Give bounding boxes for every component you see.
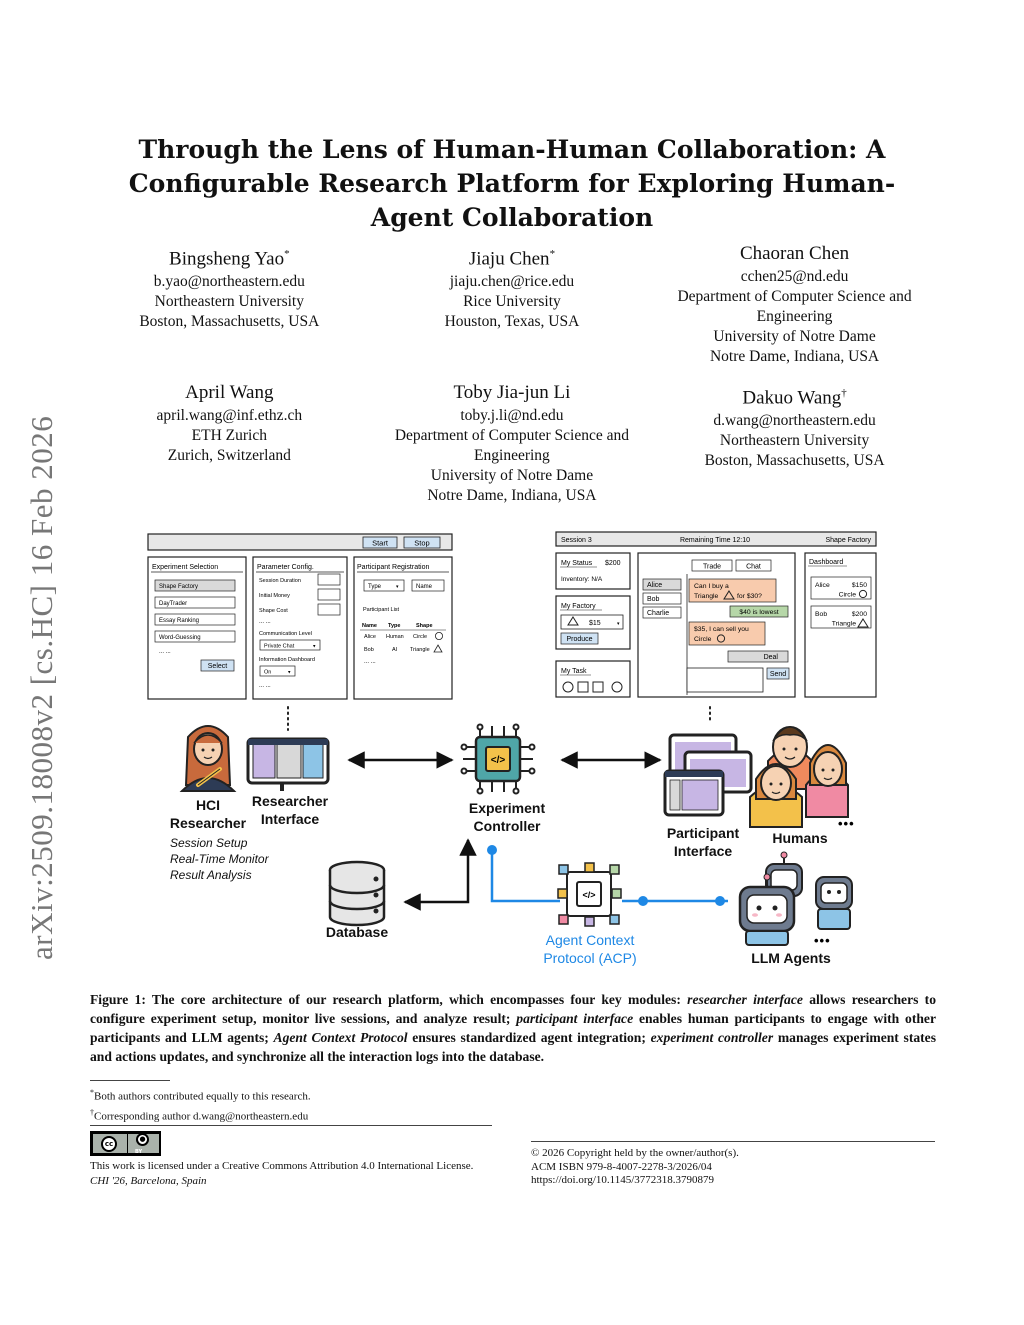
dropdown-arrow-icon: ▾ <box>288 669 291 676</box>
chat-input[interactable] <box>687 668 763 692</box>
caption-text: ensures standardized agent integration; <box>407 1030 651 1045</box>
footnote-rule <box>90 1080 170 1081</box>
deal-label: Deal <box>763 654 778 661</box>
author-affiliation: Boston, Massachusetts, USA <box>139 313 320 331</box>
table-cell: AI <box>392 647 398 653</box>
more-agents-dots: ••• <box>814 933 831 948</box>
param-label: Information Dashboard <box>259 657 315 663</box>
license-block <box>90 1159 473 1189</box>
hci-researcher-icon <box>182 726 234 791</box>
author-mark: * <box>284 248 290 260</box>
code-glyph: </> <box>582 890 596 900</box>
license-rule <box>90 1125 492 1126</box>
participant-registration-heading: Participant Registration <box>357 564 430 571</box>
select-value: Private Chat <box>264 643 295 650</box>
database-label: Database <box>325 924 389 940</box>
author-affiliation: Engineering <box>756 308 833 325</box>
author-block <box>88 381 371 506</box>
experiment-selection-panel <box>148 557 246 699</box>
dashboard-heading: Dashboard <box>809 559 844 566</box>
author-block <box>88 242 371 367</box>
author-affiliation: Engineering <box>474 447 550 464</box>
author-affiliation: ETH Zurich <box>191 427 267 444</box>
author-affiliation: Boston, Massachusetts, USA <box>704 452 885 470</box>
participant-list-heading: Participant List <box>363 607 400 613</box>
footnote-text: Corresponding author d.wang@northeastern.edu <box>94 1110 309 1123</box>
column-header: Type <box>388 623 401 629</box>
more-humans-dots: ••• <box>838 816 855 831</box>
researcher-task: Session Setup <box>170 836 248 850</box>
status-money: $200 <box>605 560 621 567</box>
participant-monitors-icon <box>665 735 751 815</box>
caption-text: enables human participants to engage with other participants and LLM agents; <box>90 1011 936 1045</box>
chat-message-text: $40 is lowest <box>739 609 779 616</box>
venue: CHI '26, Barcelona, Spain <box>90 1175 207 1187</box>
humans-label: Humans <box>772 830 828 846</box>
initial-money-input[interactable] <box>318 589 340 600</box>
name-label: Name <box>416 584 433 590</box>
experiment-option-label: Shape Factory <box>159 584 199 590</box>
author-affiliation: Northeastern University <box>719 432 870 450</box>
experiment-option-label: DayTrader <box>159 601 188 607</box>
contact-name: Alice <box>647 582 663 589</box>
select-value: On <box>264 669 272 676</box>
author-name: Chaoran Chen <box>739 243 850 264</box>
architecture-figure <box>140 527 890 977</box>
stop-label: Stop <box>414 538 430 548</box>
param-label: Shape Cost <box>259 608 288 614</box>
type-label: Type <box>368 584 382 590</box>
my-status-panel <box>556 553 630 589</box>
chat-message-text: Circle <box>694 636 712 643</box>
researcher-interface-label: Interface <box>260 811 320 827</box>
acp-label: Protocol (ACP) <box>543 950 637 966</box>
author-affiliation: Department of Computer Science and <box>394 427 630 444</box>
author-affiliation: Rice University <box>463 293 561 311</box>
researcher-task: Real-Time Monitor <box>170 852 269 866</box>
controller-acp-connector <box>492 850 560 901</box>
experiment-controller-label: Controller <box>473 818 541 834</box>
table-cell: Alice <box>364 634 376 640</box>
ellipsis: ... ... <box>159 649 171 655</box>
experiment-selection-heading: Experiment Selection <box>152 564 219 571</box>
shape-cost-input[interactable] <box>318 604 340 615</box>
llm-agents-robots-icon <box>740 852 852 945</box>
chat-message-text: $35, I can sell you <box>694 626 749 633</box>
researcher-interface-mockup <box>148 534 452 699</box>
table-cell: Bob <box>364 647 374 653</box>
author-email: jiaju.chen@rice.edu <box>449 273 575 291</box>
author-name: Jiaju Chen <box>468 248 550 270</box>
caption-term: experiment controller <box>650 1030 774 1045</box>
dropdown-arrow-icon: ▾ <box>313 643 316 650</box>
produce-label: Produce <box>566 636 593 643</box>
researcher-interface-label: Researcher <box>251 793 329 809</box>
author-name: Toby Jia-jun Li <box>453 382 571 403</box>
my-factory-heading: My Factory <box>561 603 596 610</box>
author-affiliation: University of Notre Dame <box>430 467 594 484</box>
column-header: Name <box>362 623 377 629</box>
author-block <box>371 242 654 367</box>
contact-name: Bob <box>647 596 660 603</box>
my-status-heading: My Status <box>561 560 593 567</box>
dashboard-shape: Circle <box>838 591 856 599</box>
dashboard-name: Bob <box>815 611 828 618</box>
arxiv-identifier: arXiv:2509.18008v2 [cs.HC] 16 Feb 2026 <box>24 415 59 960</box>
dashboard-name: Alice <box>815 582 830 589</box>
author-affiliation: Notre Dame, Indiana, USA <box>709 348 880 365</box>
table-cell: Circle <box>413 634 428 640</box>
experiment-controller-label: Experiment <box>468 800 546 816</box>
doi-link[interactable]: https://doi.org/10.1145/3772318.3790879 <box>531 1174 715 1186</box>
chat-tab-label: Chat <box>746 563 761 571</box>
chat-message-text: for $30? <box>737 593 762 600</box>
author-affiliation: Zurich, Switzerland <box>167 447 291 464</box>
copyright-rule <box>531 1141 935 1142</box>
author-block <box>653 242 936 367</box>
hci-label: HCI <box>195 797 221 813</box>
author-mark: * <box>549 248 556 260</box>
participant-interface-mockup <box>556 532 876 697</box>
figure-caption <box>90 990 936 1066</box>
author-affiliation: University of Notre Dame <box>713 328 876 345</box>
table-cell: Triangle <box>410 647 430 653</box>
isbn-line: ACM ISBN 979-8-4007-2278-3/2026/04 <box>531 1160 712 1173</box>
connector-endpoint <box>487 845 497 855</box>
caption-text: manages experiment states and actions updates, and synchronize all the interaction logs into the database. <box>90 1030 936 1064</box>
table-cell: Human <box>386 634 404 640</box>
footnote-mark: * <box>90 1088 94 1097</box>
dashboard-value: $200 <box>851 611 867 618</box>
author-email: april.wang@inf.ethz.ch <box>156 407 303 424</box>
acp-label: Agent Context <box>545 932 635 948</box>
footnote-mark: † <box>90 1107 94 1117</box>
dashboard-shape: Triangle <box>831 620 856 628</box>
researcher-task: Result Analysis <box>170 868 252 882</box>
my-task-heading: My Task <box>561 668 587 675</box>
participant-interface-label: Interface <box>673 843 733 859</box>
author-name: Dakuo Wang <box>742 387 842 409</box>
column-header: Shape <box>416 623 433 629</box>
param-label: Communication Level <box>259 631 312 637</box>
attribution-icon: ● <box>136 1133 149 1146</box>
experiment-option-label: Word-Guessing <box>159 635 201 641</box>
author-block <box>371 381 654 506</box>
session-label: Session 3 <box>561 537 592 544</box>
footnote <box>90 1105 311 1125</box>
ellipsis: ... ... <box>259 683 271 689</box>
caption-term: researcher interface <box>687 992 803 1007</box>
deal-button[interactable] <box>728 651 788 662</box>
ellipsis: ... ... <box>364 659 376 665</box>
researcher-interface-monitor-icon <box>248 739 328 791</box>
researcher-label: Researcher <box>169 815 247 831</box>
participant-interface-label: Participant <box>666 825 740 841</box>
ellipsis: ... ... <box>259 619 271 625</box>
author-email: cchen25@nd.edu <box>740 268 849 285</box>
footnote <box>90 1085 311 1105</box>
llm-agents-label: LLM Agents <box>751 950 831 966</box>
author-block <box>653 381 936 506</box>
humans-icon <box>750 727 848 827</box>
chat-message-text: Can I buy a <box>694 583 729 590</box>
caption-text: allows researchers to configure experiment setup, monitor live sessions, and analyze result; <box>90 992 936 1026</box>
code-glyph: </> <box>490 755 506 766</box>
dropdown-arrow-icon: ▾ <box>617 621 620 627</box>
author-email: toby.j.li@nd.edu <box>460 407 564 424</box>
inventory: Inventory: N/A <box>561 576 603 583</box>
select-label: Select <box>207 663 228 670</box>
experiment-option-label: Essay Ranking <box>159 618 200 624</box>
param-label: Initial Money <box>259 593 290 599</box>
author-affiliation: Department of Computer Science and <box>677 288 912 305</box>
copyright-line: © 2026 Copyright held by the owner/author(s). <box>531 1147 739 1159</box>
param-label: Session Duration <box>259 578 301 584</box>
by-label: BY <box>135 1149 143 1155</box>
acp-protocol-icon <box>558 863 621 926</box>
author-affiliation: Northeastern University <box>154 293 304 311</box>
license-text: This work is licensed under a Creative Commons Attribution 4.0 International License. <box>90 1160 474 1172</box>
caption-text: Figure 1: The core architecture of our research platform, which encompasses four key modules: <box>90 992 688 1007</box>
caption-term: Agent Context Protocol <box>273 1030 408 1045</box>
caption-term: participant interface <box>516 1011 634 1026</box>
contact-name: Charlie <box>647 610 670 617</box>
author-affiliation: Notre Dame, Indiana, USA <box>427 487 597 504</box>
session-duration-input[interactable] <box>318 574 340 585</box>
author-email: b.yao@northeastern.edu <box>153 273 305 291</box>
architecture-diagram <box>140 527 890 977</box>
trade-tab-label: Trade <box>702 563 722 571</box>
experiment-controller-chip-icon <box>462 725 535 794</box>
parameter-config-heading: Parameter Config. <box>257 564 314 571</box>
author-email: d.wang@northeastern.edu <box>713 412 876 430</box>
send-label: Send <box>769 671 787 678</box>
cc-by-license-icon[interactable] <box>90 1131 161 1156</box>
connector-endpoint <box>638 896 648 906</box>
start-label: Start <box>372 538 388 548</box>
dropdown-arrow-icon: ▾ <box>396 584 399 590</box>
dashboard-value: $150 <box>851 582 867 589</box>
game-name: Shape Factory <box>825 537 871 544</box>
author-affiliation: Houston, Texas, USA <box>444 313 580 331</box>
authors-row-2 <box>88 381 936 506</box>
author-name: April Wang <box>185 382 274 403</box>
author-mark: † <box>841 387 847 399</box>
shape-price: $15 <box>589 620 601 627</box>
footnotes <box>90 1085 311 1124</box>
authors-row-1 <box>88 242 936 367</box>
database-icon <box>330 862 384 925</box>
remaining-time: Remaining Time 12:10 <box>679 537 751 544</box>
database-controller-arrow <box>405 840 468 902</box>
chat-message-text: Triangle <box>694 593 719 600</box>
cc-icon: cc <box>101 1136 117 1152</box>
footnote-text: Both authors contributed equally to this research. <box>94 1090 311 1103</box>
author-name: Bingsheng Yao <box>169 248 285 270</box>
copyright-block <box>531 1147 739 1188</box>
connector-endpoint <box>715 896 725 906</box>
paper-title: Through the Lens of Human-Human Collaboration: A Configurable Research Platform for Exploring Human-Agent Collaboration <box>128 135 896 232</box>
